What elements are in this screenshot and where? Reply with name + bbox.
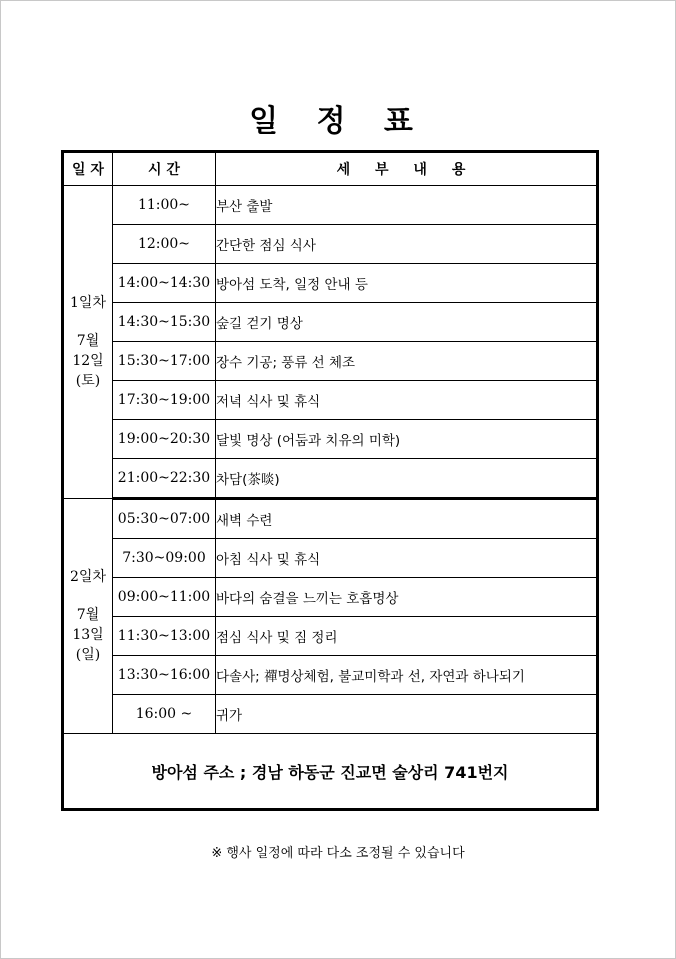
detail-cell: 바다의 숨결을 느끼는 호흡명상 <box>216 578 598 617</box>
schedule-table <box>61 150 599 811</box>
detail-cell: 장수 기공; 풍류 선 체조 <box>216 342 598 381</box>
schedule-row <box>63 303 598 342</box>
schedule-row <box>63 342 598 381</box>
time-cell: 14:00~14:30 <box>113 264 216 303</box>
page-title: 일 정 표 <box>249 104 427 139</box>
day-cell <box>63 186 113 499</box>
day-month: 7월 <box>76 333 100 349</box>
day-date: 13일 <box>72 627 104 643</box>
schedule-row <box>63 225 598 264</box>
schedule-row <box>63 539 598 578</box>
time-cell: 12:00~ <box>113 225 216 264</box>
time-cell: 09:00~11:00 <box>113 578 216 617</box>
detail-cell: 저녁 식사 및 휴식 <box>216 381 598 420</box>
day-weekday: (일) <box>75 647 101 663</box>
time-cell: 16:00 ~ <box>113 695 216 734</box>
time-cell: 11:00~ <box>113 186 216 225</box>
time-cell: 13:30~16:00 <box>113 656 216 695</box>
time-cell: 05:30~07:00 <box>113 499 216 539</box>
detail-cell: 간단한 점심 식사 <box>216 225 598 264</box>
schedule-body <box>63 186 598 734</box>
day-month: 7월 <box>76 607 100 623</box>
time-cell: 15:30~17:00 <box>113 342 216 381</box>
schedule-row <box>63 264 598 303</box>
day-label: 2일차 <box>70 569 106 585</box>
detail-cell: 다솔사; 禪명상체험, 불교미학과 선, 자연과 하나되기 <box>216 656 598 695</box>
detail-cell: 부산 출발 <box>216 186 598 225</box>
detail-cell: 차담(茶啖) <box>216 459 598 499</box>
time-cell: 14:30~15:30 <box>113 303 216 342</box>
schedule-row <box>63 578 598 617</box>
detail-cell: 숲길 걷기 명상 <box>216 303 598 342</box>
address-text: 방아섬 주소 ; 경남 하동군 진교면 술상리 741번지 <box>63 734 598 810</box>
detail-cell: 새벽 수련 <box>216 499 598 539</box>
schedule-row <box>63 499 598 539</box>
header-detail: 세 부 내 용 <box>216 152 598 186</box>
footnote: ※ 행사 일정에 따라 다소 조정될 수 있습니다 <box>211 846 465 861</box>
address-row <box>63 734 598 810</box>
detail-cell: 방아섬 도착, 일정 안내 등 <box>216 264 598 303</box>
schedule-row <box>63 617 598 656</box>
detail-cell: 달빛 명상 (어둠과 치유의 미학) <box>216 420 598 459</box>
time-cell: 11:30~13:00 <box>113 617 216 656</box>
header-row <box>63 152 598 186</box>
day-cell <box>63 499 113 734</box>
detail-cell: 점심 식사 및 짐 정리 <box>216 617 598 656</box>
time-cell: 17:30~19:00 <box>113 381 216 420</box>
time-cell: 21:00~22:30 <box>113 459 216 499</box>
header-day: 일 자 <box>63 152 113 186</box>
schedule-row <box>63 459 598 499</box>
detail-cell: 귀가 <box>216 695 598 734</box>
schedule-row <box>63 420 598 459</box>
time-cell: 7:30~09:00 <box>113 539 216 578</box>
schedule-row <box>63 186 598 225</box>
header-time: 시 간 <box>113 152 216 186</box>
day-weekday: (토) <box>75 373 101 389</box>
schedule-row <box>63 381 598 420</box>
schedule-row <box>63 656 598 695</box>
day-label: 1일차 <box>70 295 106 311</box>
time-cell: 19:00~20:30 <box>113 420 216 459</box>
day-date: 12일 <box>72 353 104 369</box>
detail-cell: 아침 식사 및 휴식 <box>216 539 598 578</box>
schedule-row <box>63 695 598 734</box>
